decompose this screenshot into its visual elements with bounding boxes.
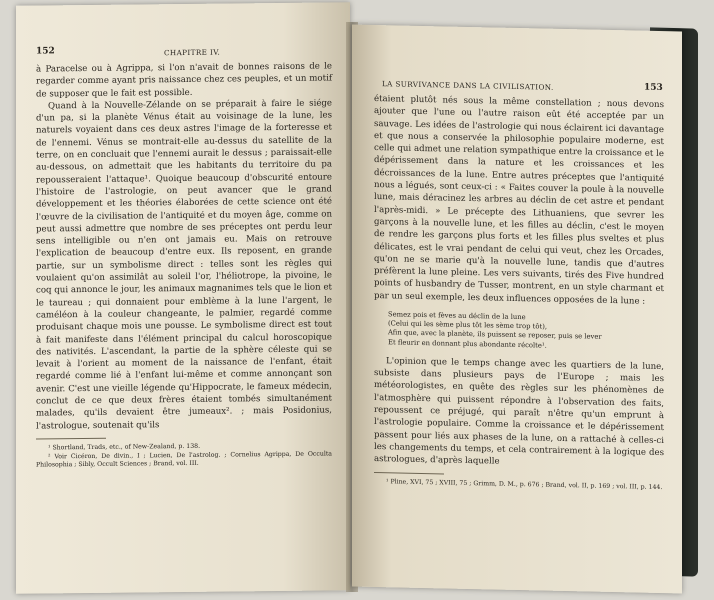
paragraph: Quand à la Nouvelle-Zélande on se préparait à faire le siége d'un pa, si la planète Vénus était au voisinage de la lune, les naturels voyaient dans ces deux astres l'image de la forteresse et de l'ennemi. Vénus se montrait-elle au-dessus du satellite de la terre, on en concluait que l'ennemi aurait le dessus ; paraissait-elle au-dessous, on admettait que les habitants du territoire du pa repousseraient l'attaque¹. Quoique beaucoup d'obscurité entoure l'histoire de l'astrologie, on peut avancer que le grand développement et les théories élaborées de cette science ont été l'œuvre de la civilisation de l'antiquité et du moyen âge, comme on peut aussi admettre que nombre de ses préceptes ont perdu leur sens intelligible ou n'en ont jamais eu. Mais on retrouve l'explication de beaucoup d'entre eux. Ils reposent, en grande partie, sur un symbolisme direct : telles sont les règles qui voulaient qu'on assimilât au soleil l'or, l'héliotrope, la pivoine, le coq qui annonce le jour, les animaux magnanimes tels que le lion et le taureau ; qui donnaient pour emblème à la lune l'argent, le caméléon à la couleur changeante, le palmier, regardé comme produisant chaque mois une pousse. Le symbolisme direct est tout à fait manifeste dans l'élément principal du calcul horoscopique des nativités. L'ascendant, la partie de la sphère céleste qui se levait à l'orient au moment de la naissance de l'enfant, était regardé comme lié à l'enfant lui-même et comme annonçant son avenir. C'est une vieille légende qu'Hippocrate, le fameux médecin, conclut de ce que deux frères étaient tombés simultanément malades, qu'ils devaient être jumeaux². ; mais Posidonius, l'astrologue, soutenait qu'ils <box>36 98 332 432</box>
verse-line: (Celui qui les sème plus tôt les sème trop tôt), <box>388 319 548 331</box>
running-head-left: CHAPITRE IV. <box>164 47 221 58</box>
page-number-left: 152 <box>36 46 55 57</box>
footnote-rule <box>374 472 444 474</box>
footnote: ² Voir Cicéron, De divin., I ; Lucien, De l'astrolog. ; Cornelius Agrippa, De Occulta Philosophia ; Sibly, Occult Sciences ; Brand, vol. III. <box>36 449 332 469</box>
left-body-text <box>36 60 332 470</box>
right-page <box>352 25 682 594</box>
verse-line: Afin que, avec la planète, ils puissent se reposer, puis se lever <box>388 328 602 342</box>
left-page <box>16 2 350 593</box>
paragraph: L'opinion que le temps change avec les quartiers de la lune, subsiste dans plusieurs pays de l'Europe ; mais les météorologistes, en quête des règles sur les phénomènes de l'atmosphère qui puissent répondre à l'observation des faits, repoussent ce préjugé, qui paraît n'être qu'un emprunt à l'astrologie populaire. Comme la croissance et le dépérissement passent pour liés aux phases de la lune, on a rattaché à celles-ci les changements du temps, et cela contrairement à la logique des astrologues, d'après laquelle <box>374 356 664 467</box>
verse-quote <box>388 310 664 353</box>
footnote-rule <box>36 438 106 440</box>
paragraph: étaient plutôt nés sous la même constellation ; nous devons ajouter que l'une ou l'autre raison eût été acceptée par un sauvage. Les idées de l'astrologie qui nous éclairent ici davantage et que nous a conservée la philosophie populaire moderne, est celle qui admet une relation sympathique entre la croissance et le dépérissement dans la nature et les croissances et les décroissances de la lune. Entre autres préceptes que l'antiquité nous a légués, sont ceux-ci : « Faites couver la poule à la nouvelle lune, mais déracinez les arbres au déclin de cet astre et pendant l'après-midi. » Le précepte des Lithuaniens, que sevrer les garçons à la nouvelle lune, et les filles au déclin, c'est le moyen de rendre les garçons plus forts et les filles plus sveltes et plus délicates, est le vrai pendant de celui qui veut, chez les Orcades, qu'on ne se marie qu'à la nouvelle lune, tandis que d'autres préfèrent la lune pleine. Les vers suivants, tirés des Five hundred points of husbandry de Tusser, montrent, en un style charmant et par un seul exemple, les deux influences opposées de la lune : <box>374 94 664 307</box>
footnote: ¹ Shortland, Trads, etc., of New-Zealand, p. 138. <box>48 442 201 452</box>
footnote: ¹ Pline, XVI, 75 ; XVIII, 75 ; Grimm, D. M., p. 676 ; Brand, vol. II, p. 169 ; vol. III, p. 144. <box>386 477 663 491</box>
paragraph: à Paracelse ou à Agrippa, si l'on n'avait de bonnes raisons de le regarder comme ayant pris naissance chez ces peuples, et un motif de supposer que le fait est possible. <box>36 61 332 100</box>
verse-line: Et fleurir en donnant plus abondante récolte¹. <box>388 337 547 350</box>
open-book <box>10 2 710 598</box>
right-body-text <box>374 93 664 492</box>
verse-line: Semez pois et fèves au déclin de la lune <box>388 310 526 322</box>
running-head-right: LA SURVIVANCE DANS LA CIVILISATION. <box>382 79 554 92</box>
page-number-right: 153 <box>644 82 663 94</box>
